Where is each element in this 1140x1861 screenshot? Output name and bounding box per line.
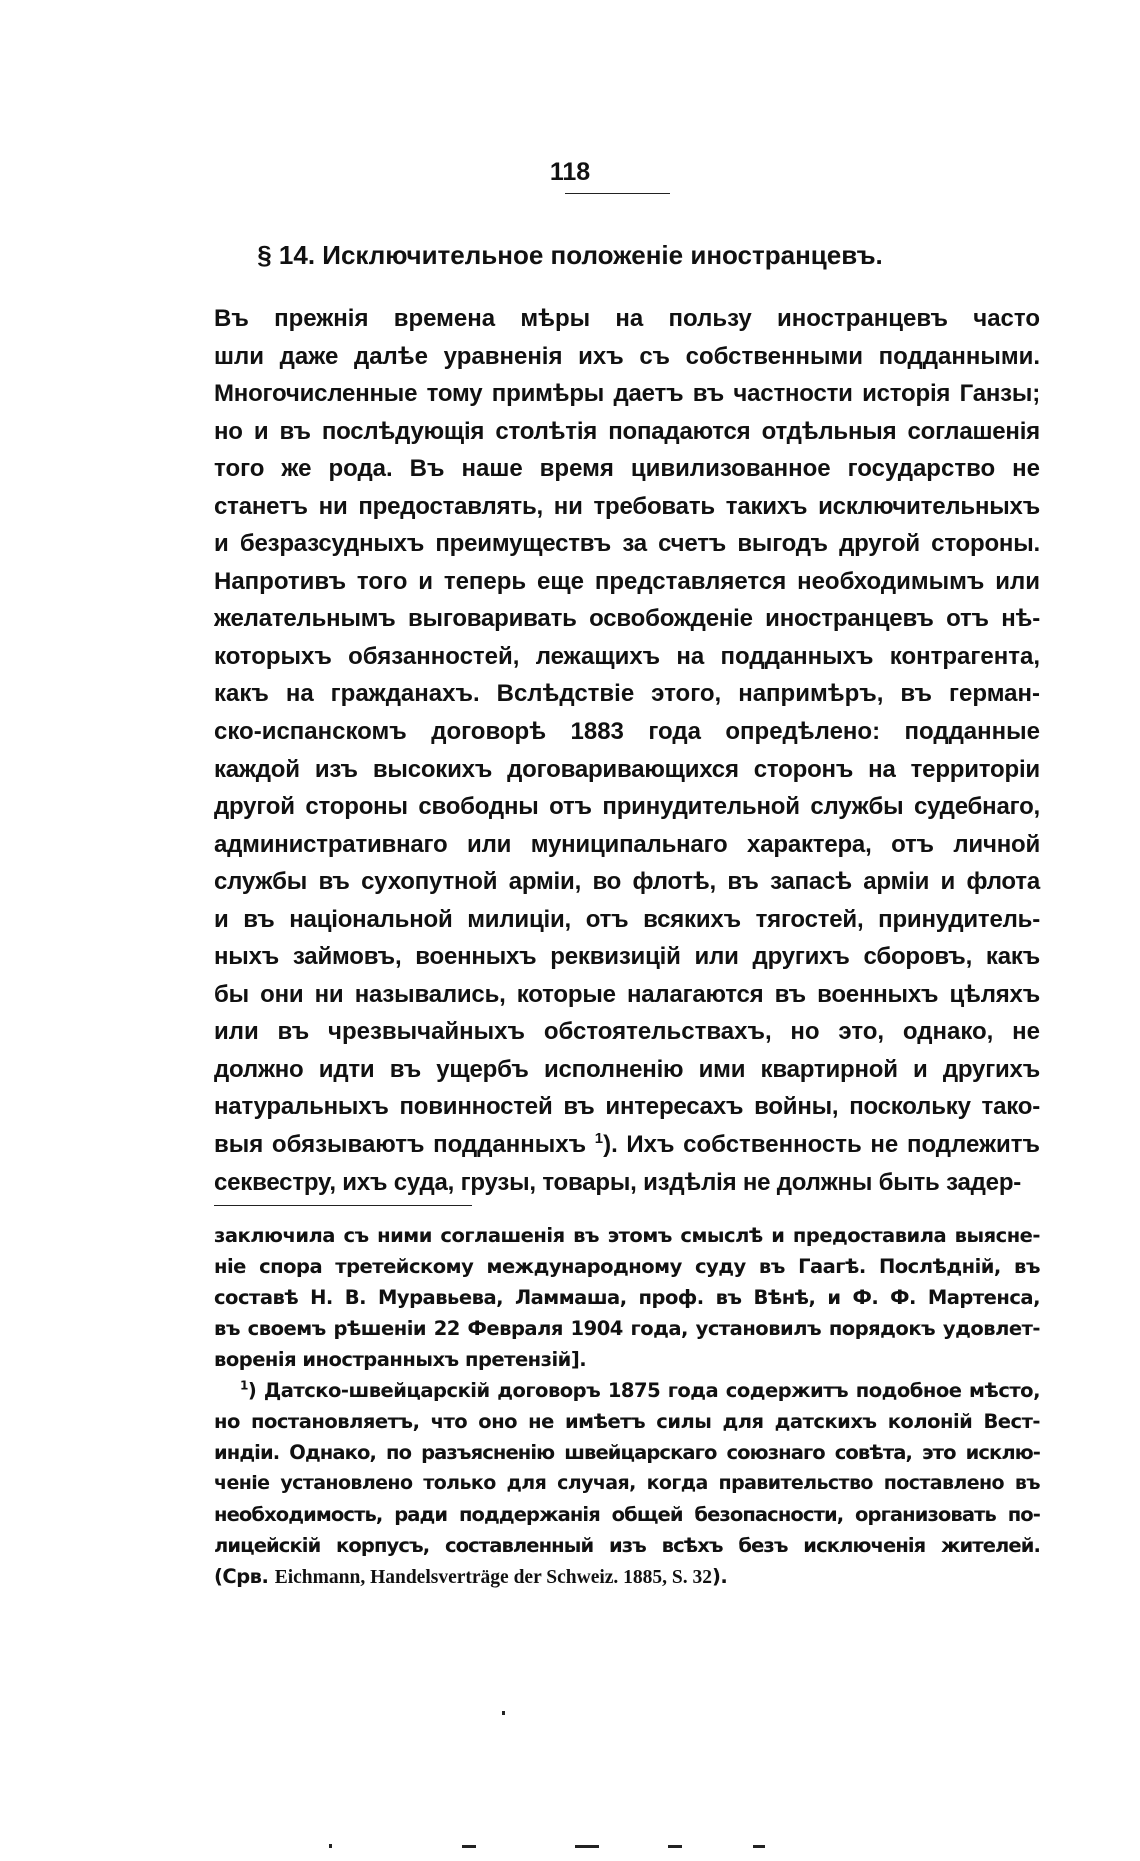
footnote-line: заключила съ ними соглашенiя въ этомъ смыслѣ и предоставила выясне- — [214, 1224, 1040, 1247]
reference-prefix: (Срв. — [214, 1565, 275, 1588]
scan-speck — [575, 1845, 599, 1848]
scan-speck — [753, 1845, 765, 1848]
body-line: или въ чрезвычайныхъ обстоятельствахъ, но это, однако, не — [214, 1018, 1040, 1046]
body-line-with-footnote-ref — [214, 1126, 1040, 1164]
body-line: станетъ ни предоставлять, ни требовать такихъ исключительныхъ — [214, 492, 1040, 520]
reference-suffix: ). — [712, 1565, 728, 1588]
footnote-line: воренiя иностранныхъ претензiй]. — [214, 1348, 587, 1371]
footnote-line: нiе спора третейскому международному суду въ Гаагѣ. Послѣднiй, въ — [214, 1255, 1040, 1278]
body-line: натуральныхъ повинностей въ интересахъ войны, поскольку тако- — [214, 1093, 1040, 1121]
footnote-line: ченiе установлено только для случая, когда правительство поставлено въ — [214, 1472, 1040, 1494]
footnote-1-marker: 1 — [240, 1378, 248, 1393]
body-line: службы въ сухопутной армiи, во флотѣ, въ запасѣ армiи и флота — [214, 868, 1040, 896]
body-line: Напротивъ того и теперь еще представляется необходимымъ или — [214, 567, 1040, 595]
page-number: 118 — [549, 158, 591, 186]
footnote-line: но постановляетъ, что оно не имѣетъ силы для датскихъ колонiй Вест- — [214, 1410, 1040, 1433]
body-line: желательнымъ выговаривать освобожденiе иностранцевъ отъ нѣ- — [214, 605, 1040, 633]
body-line: того же рода. Въ наше время цивилизованное государство не — [214, 455, 1040, 483]
footnote-marker: 1 — [594, 1131, 604, 1148]
footnotes — [214, 1220, 1040, 1592]
body-line: бы они ни назывались, которые налагаются въ военныхъ цѣляхъ — [214, 980, 1040, 1008]
reference-source: Eichmann, Handelsverträge der Schweiz. 1885, S. 32 — [274, 1567, 713, 1588]
body-line: ныхъ займовъ, военныхъ реквизицiй или другихъ сборовъ, какъ — [214, 943, 1040, 971]
scan-speck — [329, 1844, 332, 1848]
page-number-underline — [565, 193, 670, 194]
footnote-line: составѣ Н. В. Муравьева, Ламмаша, проф. въ Вѣнѣ, и Ф. Ф. Мартенса, — [214, 1286, 1040, 1309]
body-line: секвестру, ихъ суда, грузы, товары, издѣлiя не должны быть задер- — [214, 1168, 1022, 1196]
section-heading: § 14. Исключительное положенiе иностранцевъ. — [257, 240, 883, 270]
body-line: административнаго или муниципальнаго характера, отъ личной — [214, 830, 1040, 858]
footnote-1-first-line — [214, 1375, 1040, 1406]
footnote-line: въ своемъ рѣшенiи 22 Февраля 1904 года, установилъ порядокъ удовлет- — [214, 1317, 1040, 1340]
body-line: Въ прежнiя времена мѣры на пользу иностранцевъ часто — [214, 305, 1040, 332]
body-line: и безразсудныхъ преимуществъ за счетъ выгодъ другой стороны. — [214, 530, 1040, 558]
body-line: должно идти въ ущербъ исполненiю ими квартирной и другихъ — [214, 1055, 1040, 1083]
body-line-text: ). Ихъ собственность не подлежитъ — [603, 1131, 1041, 1159]
footnote-separator — [214, 1205, 472, 1206]
body-text — [214, 300, 1040, 1201]
footnote-reference-line — [214, 1561, 1040, 1592]
footnote-line: индiи. Однако, по разъясненiю швейцарскаго союзнаго совѣта, это исклю- — [214, 1441, 1040, 1464]
body-line: каждой изъ высокихъ договаривающихся сторонъ на территорiи — [214, 755, 1040, 783]
footnote-line: необходимость, ради поддержанiя общей безопасности, организовать по- — [214, 1503, 1040, 1526]
body-line: которыхъ обязанностей, лежащихъ на подданныхъ контрагента, — [214, 642, 1040, 670]
body-line: и въ нацiональной милицiи, отъ всякихъ тягостей, принудитель- — [214, 905, 1040, 933]
scan-speck — [668, 1845, 682, 1848]
scan-speck — [502, 1711, 505, 1715]
body-line: какъ на гражданахъ. Вслѣдствiе этого, напримѣръ, въ герман- — [214, 680, 1040, 708]
body-line: другой стороны свободны отъ принудительной службы судебнаго, — [214, 793, 1040, 821]
body-line-text: выя обязываютъ подданныхъ — [214, 1131, 587, 1159]
body-line: ско-испанскомъ договорѣ 1883 года опредѣлено: подданные — [214, 718, 1040, 746]
body-line: шли даже далѣе уравненiя ихъ съ собственными подданными. — [214, 342, 1040, 370]
footnote-line-text: ) Датско-швейцарскiй договоръ 1875 года содержитъ подобное мѣсто, — [247, 1379, 1040, 1402]
scan-speck — [462, 1845, 476, 1848]
body-line: но и въ послѣдующiя столѣтiя попадаются отдѣльныя соглашенiя — [214, 417, 1040, 445]
body-line: Многочисленные тому примѣры даетъ въ частности исторiя Ганзы; — [214, 380, 1040, 408]
footnote-line: лицейскiй корпусъ, составленный изъ всѣхъ безъ исключенiя жителей. — [214, 1534, 1040, 1557]
